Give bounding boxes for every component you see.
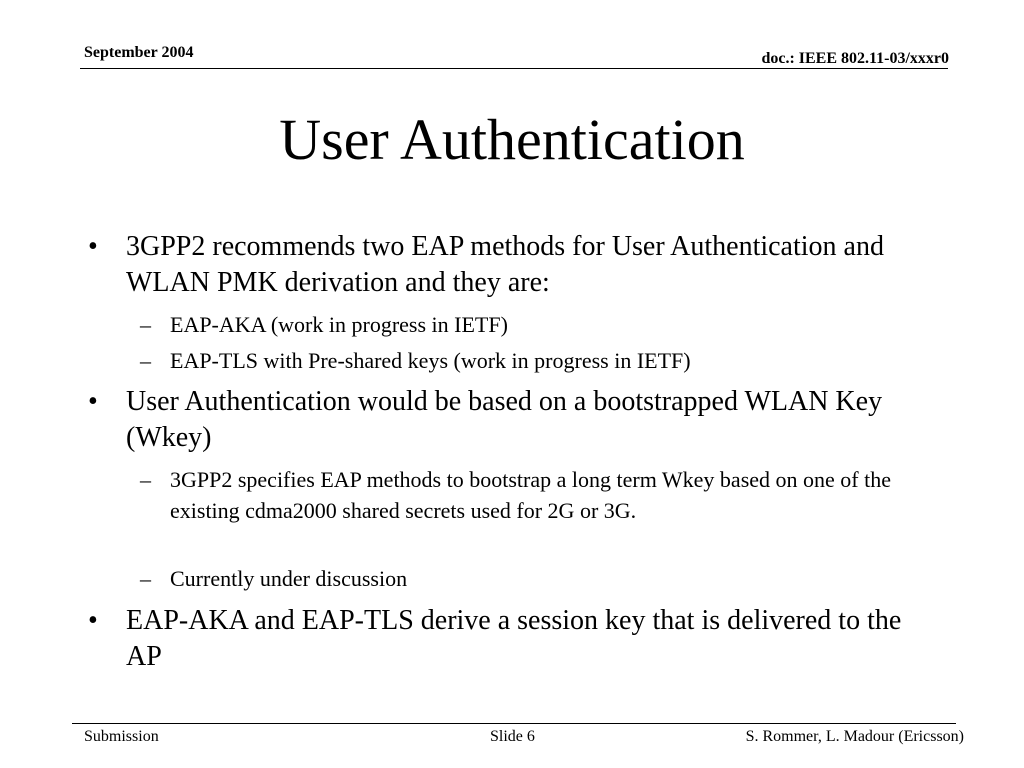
bullet-symbol: • bbox=[88, 386, 98, 417]
bullet-symbol: • bbox=[88, 231, 98, 262]
footer-authors: S. Rommer, L. Madour (Ericsson) bbox=[745, 728, 964, 745]
sub-bullet-item bbox=[140, 345, 930, 376]
footer-divider bbox=[72, 723, 956, 724]
header-date: September 2004 bbox=[84, 44, 194, 61]
footer-slide-number: Slide 6 bbox=[490, 728, 535, 745]
sub-bullet-text: EAP-TLS with Pre-shared keys (work in progress in IETF) bbox=[170, 348, 691, 373]
bullet-item bbox=[88, 603, 916, 675]
bullet-item bbox=[88, 384, 916, 456]
slide-title: User Authentication bbox=[279, 107, 745, 172]
bullet-text: User Authentication would be based on a bootstrapped WLAN Key (Wkey) bbox=[126, 386, 883, 453]
sub-bullet-symbol: – bbox=[140, 566, 151, 591]
sub-bullet-item bbox=[140, 464, 930, 526]
sub-bullet-item bbox=[140, 309, 930, 340]
header-divider bbox=[80, 68, 948, 69]
sub-bullet-text: Currently under discussion bbox=[170, 566, 408, 591]
header-doc-id: doc.: IEEE 802.11-03/xxxr0 bbox=[761, 50, 949, 67]
sub-bullet-item bbox=[140, 563, 930, 594]
sub-bullet-symbol: – bbox=[140, 348, 151, 373]
bullet-symbol: • bbox=[88, 605, 98, 636]
sub-bullet-text: EAP-AKA (work in progress in IETF) bbox=[170, 312, 508, 337]
bullet-text: EAP-AKA and EAP-TLS derive a session key that is delivered to the AP bbox=[126, 605, 902, 672]
bullet-text: 3GPP2 recommends two EAP methods for User Authentication and WLAN PMK derivation and they are: bbox=[126, 231, 884, 298]
sub-bullet-text: 3GPP2 specifies EAP methods to bootstrap a long term Wkey based on one of the existing cdma2000 shared secrets used for 2G or 3G. bbox=[170, 467, 891, 523]
sub-bullet-symbol: – bbox=[140, 312, 151, 337]
sub-bullet-symbol: – bbox=[140, 467, 151, 492]
footer-submission: Submission bbox=[84, 728, 159, 745]
bullet-item bbox=[88, 229, 916, 301]
